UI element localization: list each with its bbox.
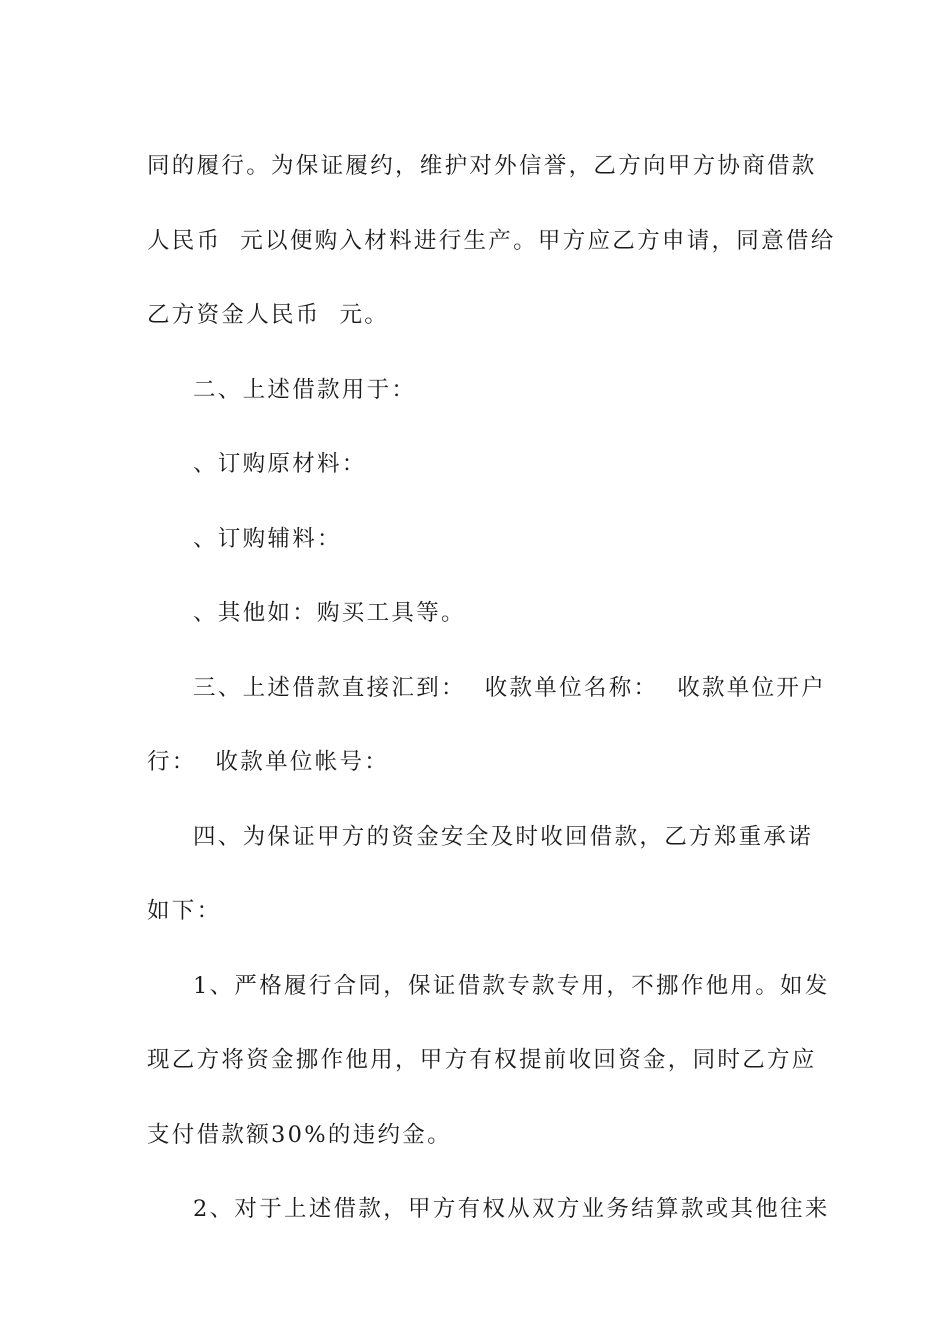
list-item: 2、对于上述借款，甲方有权从双方业务结算款或其他往来 <box>193 1196 830 1222</box>
section-heading: 三、上述借款直接汇到： 收款单位名称： 收款单位开户 <box>193 674 827 701</box>
document-body <box>147 129 836 1247</box>
text-line: 乙方资金人民币 元。 <box>147 302 390 328</box>
list-item: 1、严格履行合同，保证借款专款专用，不挪作他用。如发 <box>193 972 830 999</box>
section-heading: 二、上述借款用于： <box>193 376 417 403</box>
text-line: 现乙方将资金挪作他用，甲方有权提前收回资金，同时乙方应 <box>147 1047 817 1073</box>
list-item: 、其他如：购买工具等。 <box>193 600 466 626</box>
text-line: 支付借款额30%的违约金。 <box>147 1121 452 1148</box>
text-line: 人民币 元以便购入材料进行生产。甲方应乙方申请，同意借给 <box>147 227 836 254</box>
text-line: 同的履行。为保证履约，维护对外信誉，乙方向甲方协商借款 <box>147 153 817 179</box>
section-heading: 四、为保证甲方的资金安全及时收回借款，乙方郑重承诺 <box>193 823 814 850</box>
list-item: 、订购原材料： <box>193 451 367 477</box>
list-item: 、订购辅料： <box>193 525 342 552</box>
text-line: 如下： <box>147 898 222 924</box>
text-line: 行： 收款单位帐号： <box>147 749 390 775</box>
